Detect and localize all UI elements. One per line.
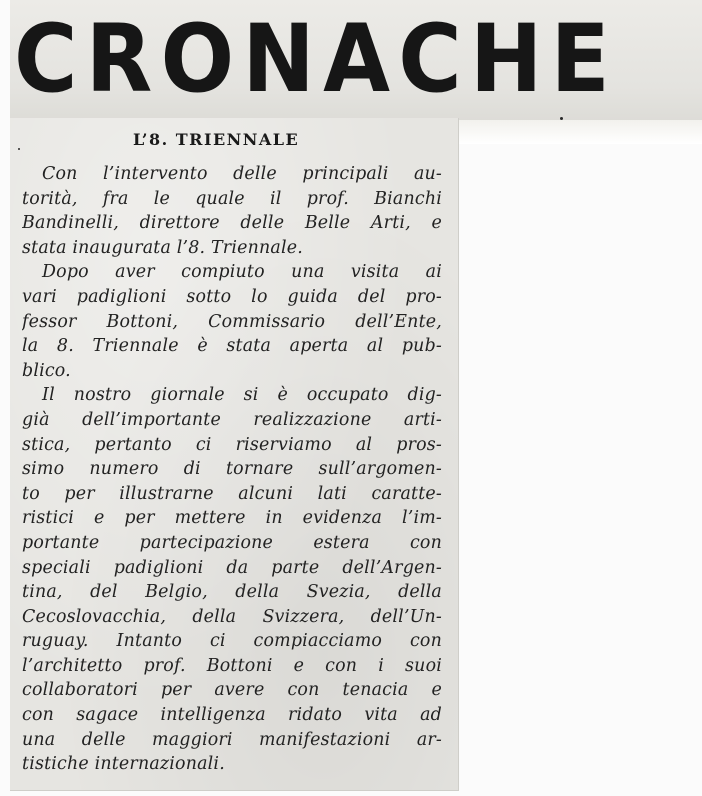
article-line: Dopo aver compiuto una visita ai: [42, 262, 442, 283]
article-line: blico.: [22, 360, 71, 381]
masthead-strip-edge: [445, 120, 702, 144]
article-line: ruguay. Intanto ci compiacciamo con: [22, 631, 442, 652]
article-line: stata inaugurata l’8. Triennale.: [22, 237, 303, 258]
article-line: Bandinelli, direttore delle Belle Arti, e: [22, 213, 442, 234]
article-line: già dell’importante realizzazione arti-: [22, 409, 442, 430]
article-line: simo numero di tornare sull’argomen-: [22, 459, 442, 480]
article-line: l’architetto prof. Bottoni e con i suoi: [22, 655, 442, 676]
article-line: ristici e per mettere in evidenza l’im-: [22, 508, 442, 529]
article-line: tistiche internazionali.: [22, 754, 225, 775]
article-line: la 8. Triennale è stata aperta al pub-: [22, 336, 442, 357]
article-line: vari padiglioni sotto lo guida del pro-: [22, 286, 442, 307]
print-speck: [560, 117, 563, 120]
print-speck: [18, 148, 20, 150]
article-line: stica, pertanto ci riserviamo al pros-: [22, 434, 442, 455]
article-line: to per illustrarne alcuni lati caratte-: [22, 483, 442, 504]
article-line: una delle maggiori manifestazioni ar-: [22, 729, 442, 750]
article-line: fessor Bottoni, Commissario dell’Ente,: [22, 311, 442, 332]
article-line: Il nostro giornale si è occupato dig-: [42, 385, 442, 406]
article-line: Cecoslovacchia, della Svizzera, dell’Un-: [22, 606, 442, 627]
article-line: portante partecipazione estera con: [22, 532, 442, 553]
article-line: torità, fra le quale il prof. Bianchi: [22, 188, 442, 209]
article-headline: L’8. TRIENNALE: [133, 130, 300, 149]
article-line: Con l’intervento delle principali au-: [42, 164, 442, 184]
article-line: collaboratori per avere con tenacia e: [22, 680, 442, 701]
article-body: [22, 162, 442, 777]
article-line: tina, del Belgio, della Svezia, della: [22, 582, 442, 603]
masthead-title: CRONACHE: [14, 5, 619, 114]
article-line: con sagace intelligenza ridato vita ad: [22, 705, 442, 726]
article-line: speciali padiglioni da parte dell’Argen-: [22, 557, 442, 578]
